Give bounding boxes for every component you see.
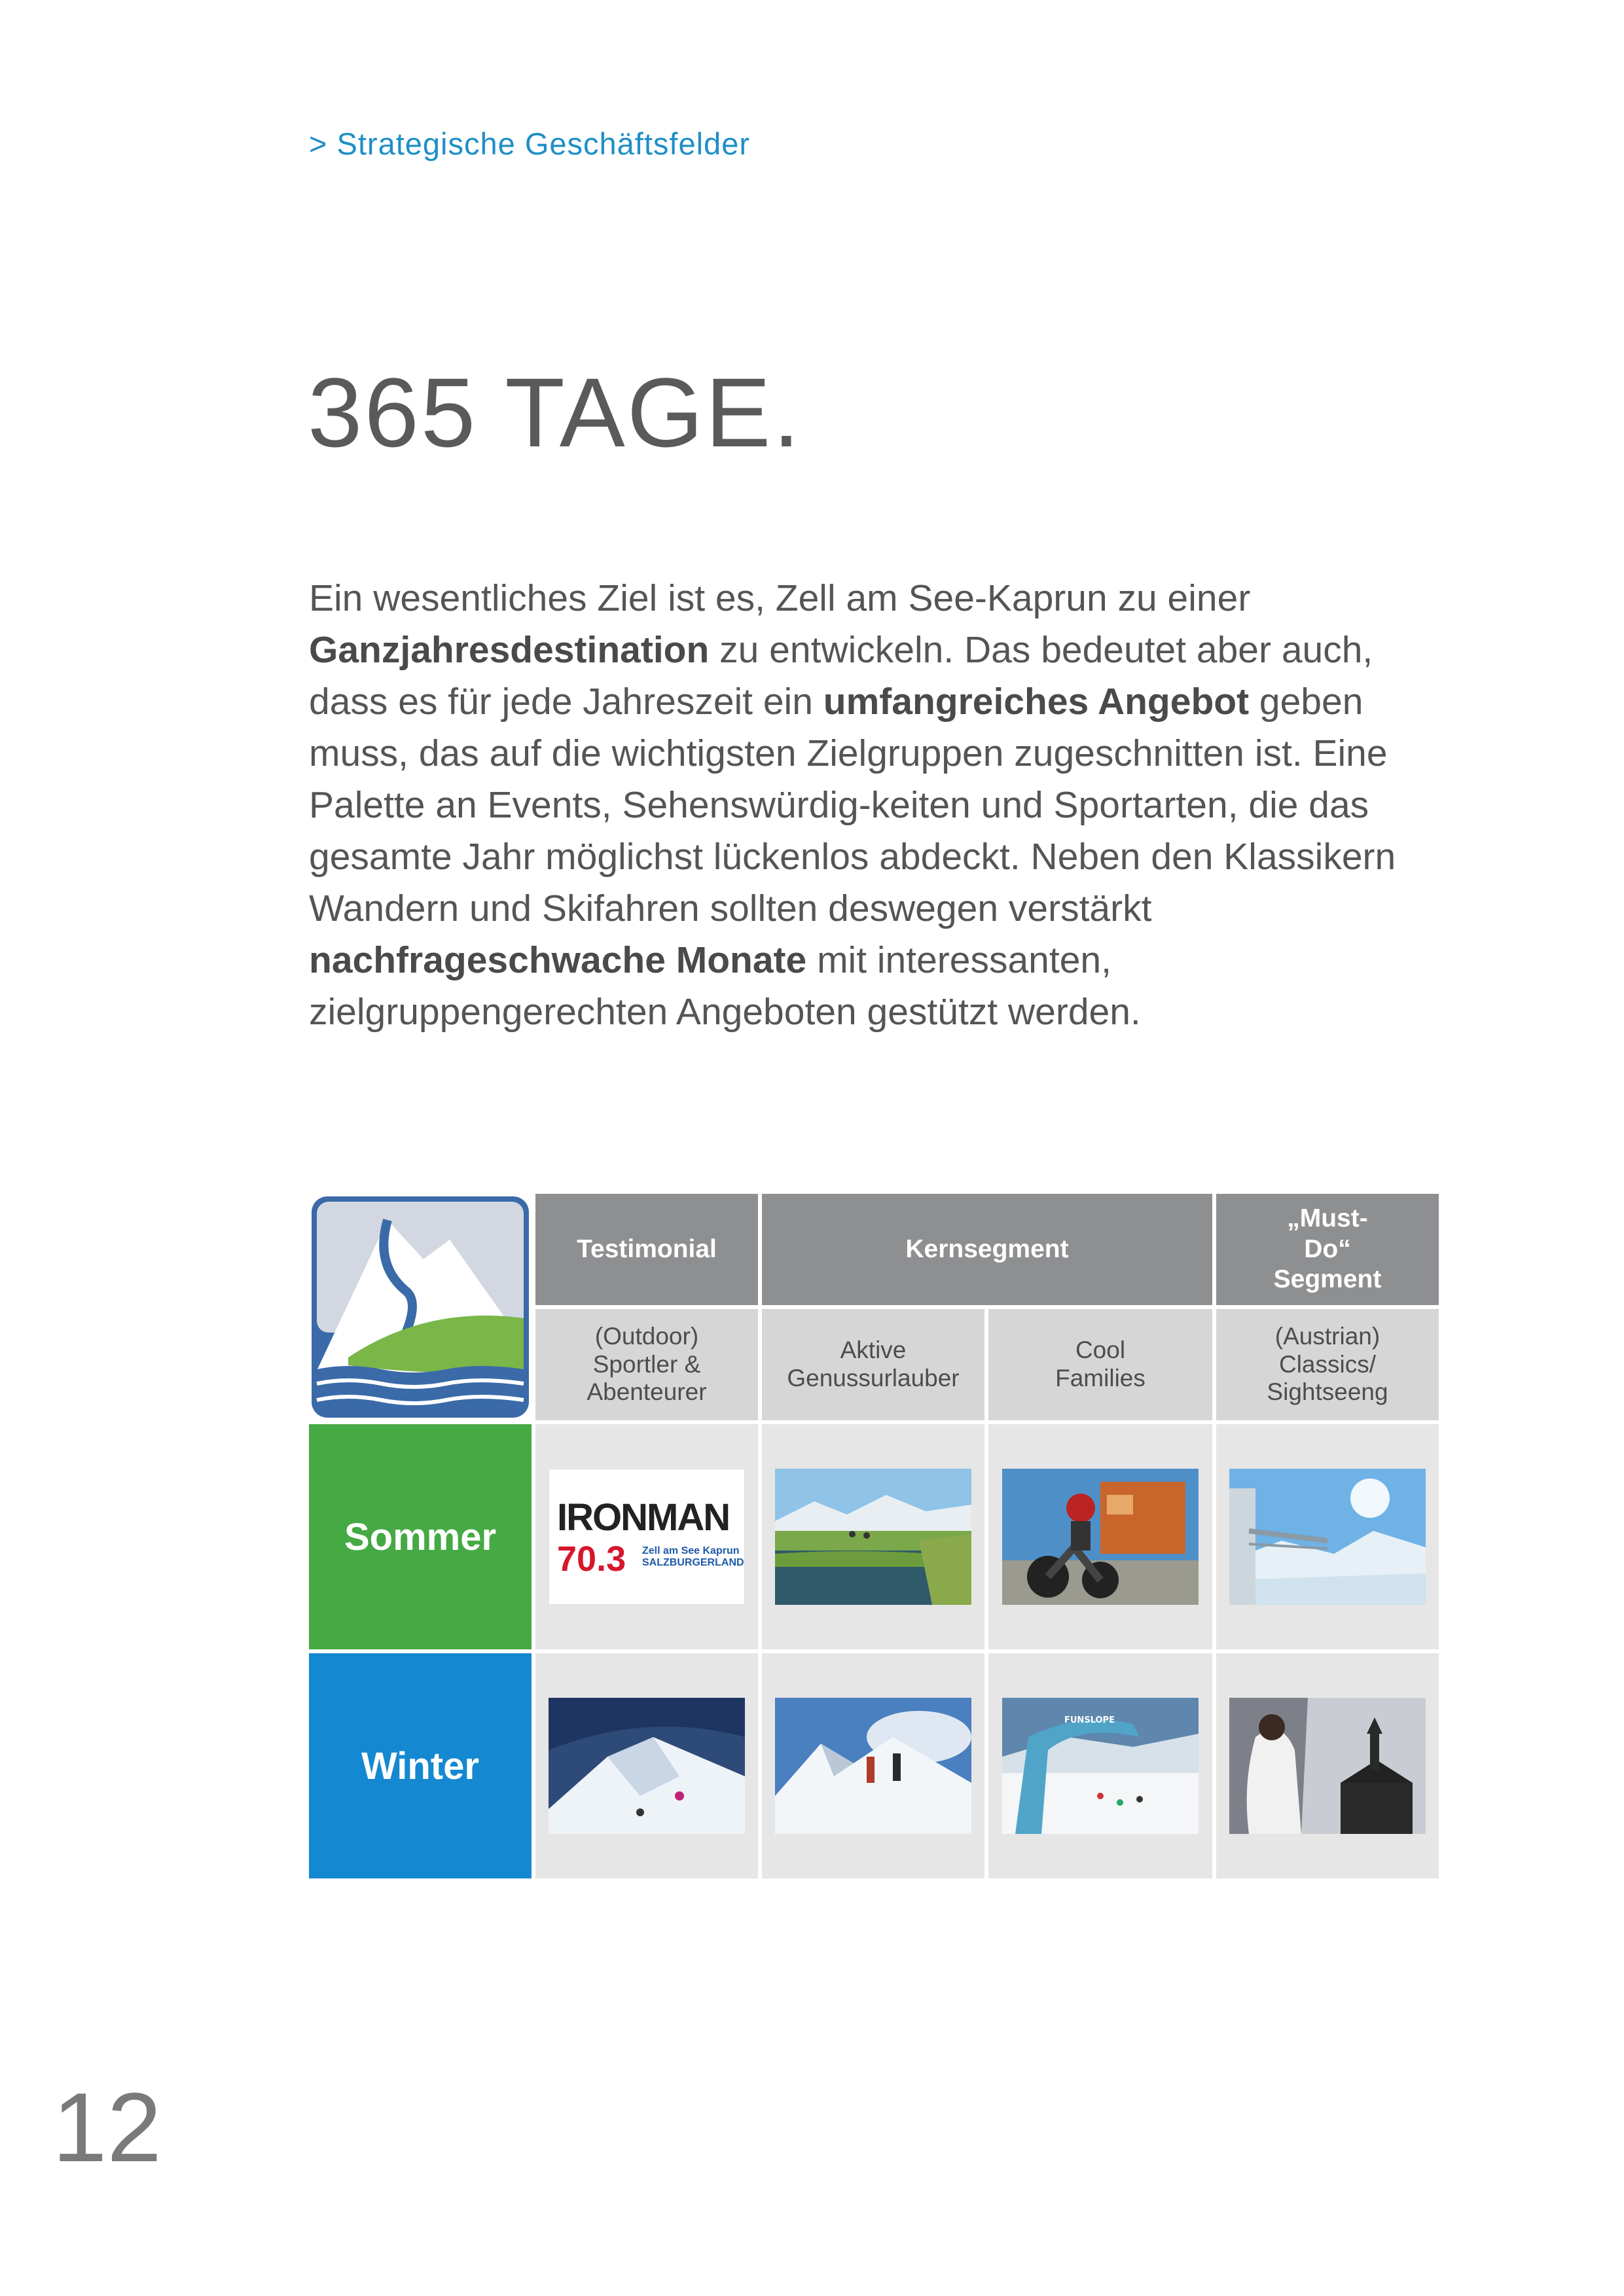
ironman-logo	[549, 1469, 745, 1605]
winter-testimonial-cell	[535, 1653, 758, 1878]
intro-paragraph	[309, 573, 1461, 1038]
ski-touring-photo	[775, 1698, 971, 1834]
intro-bold: Ganzjahresdestination	[309, 629, 710, 671]
sommer-testimonial-cell	[535, 1424, 758, 1649]
header-kernsegment: Kernsegment	[762, 1194, 1212, 1305]
sommer-families-cell	[988, 1424, 1212, 1649]
header-mustdo-label: „Must-Do“ Segment	[1273, 1204, 1382, 1294]
mountain-lake-logo-icon	[309, 1194, 532, 1420]
winter-classics-cell	[1216, 1653, 1439, 1878]
motorbike-kid-photo	[1002, 1469, 1199, 1605]
breadcrumb: > Strategische Geschäftsfelder	[309, 126, 750, 161]
intro-text: mit interessanten, zielgruppengerechten Angeboten gestützt werden.	[309, 939, 1141, 1033]
bride-chapel-photo	[1229, 1698, 1426, 1834]
ironman-partner: Zell am See Kaprun SALZBURGERLAND	[642, 1545, 744, 1568]
page-title: 365 TAGE.	[308, 357, 803, 467]
row-label-sommer: Sommer	[309, 1424, 532, 1649]
intro-text: geben muss, das auf die wichtigsten Zielgruppen zugeschnitten ist. Eine Palette an Events, Sehenswürdig-keiten und Sportarten, die das gesamte Jahr möglichst lückenlos abdeckt. Neben den Klassikern Wandern und Skifahren sollten deswegen verstärkt	[309, 681, 1396, 929]
freeride-skiers-photo	[549, 1698, 745, 1834]
row-label-winter: Winter	[309, 1653, 532, 1878]
winter-families-cell	[988, 1653, 1212, 1878]
intro-text: Ein wesentliches Ziel ist es, Zell am See-Kaprun zu einer	[309, 577, 1251, 619]
header-mustdo	[1216, 1194, 1439, 1305]
intro-bold: nachfrageschwache Monate	[309, 939, 807, 981]
sommer-aktive-cell	[762, 1424, 984, 1649]
intro-text: zu entwickeln. Das bedeutet aber auch, dass es für jede Jahreszeit ein	[309, 629, 1373, 723]
ironman-brand: IRONMAN	[557, 1496, 730, 1539]
funslope-sign-text: FUNSLOPE	[1064, 1715, 1115, 1725]
funslope-photo	[1002, 1698, 1199, 1834]
header-testimonial: Testimonial	[535, 1194, 758, 1305]
winter-aktive-cell	[762, 1653, 984, 1878]
subheader-aktive-genussurlauber: Aktive Genussurlauber	[762, 1309, 984, 1420]
page-number: 12	[52, 2072, 162, 2182]
alpine-lake-photo	[775, 1469, 971, 1605]
glacier-platform-photo	[1229, 1469, 1426, 1605]
sommer-classics-cell	[1216, 1424, 1439, 1649]
ironman-number: 70.3	[557, 1539, 626, 1579]
subheader-austrian-classics: (Austrian) Classics/ Sightseeng	[1216, 1309, 1439, 1420]
subheader-outdoor-sportler: (Outdoor) Sportler & Abenteurer	[535, 1309, 758, 1420]
destination-logo	[309, 1194, 532, 1420]
intro-bold: umfangreiches Angebot	[823, 681, 1250, 723]
subheader-cool-families: Cool Families	[988, 1309, 1212, 1420]
segment-matrix	[309, 1194, 1439, 1878]
